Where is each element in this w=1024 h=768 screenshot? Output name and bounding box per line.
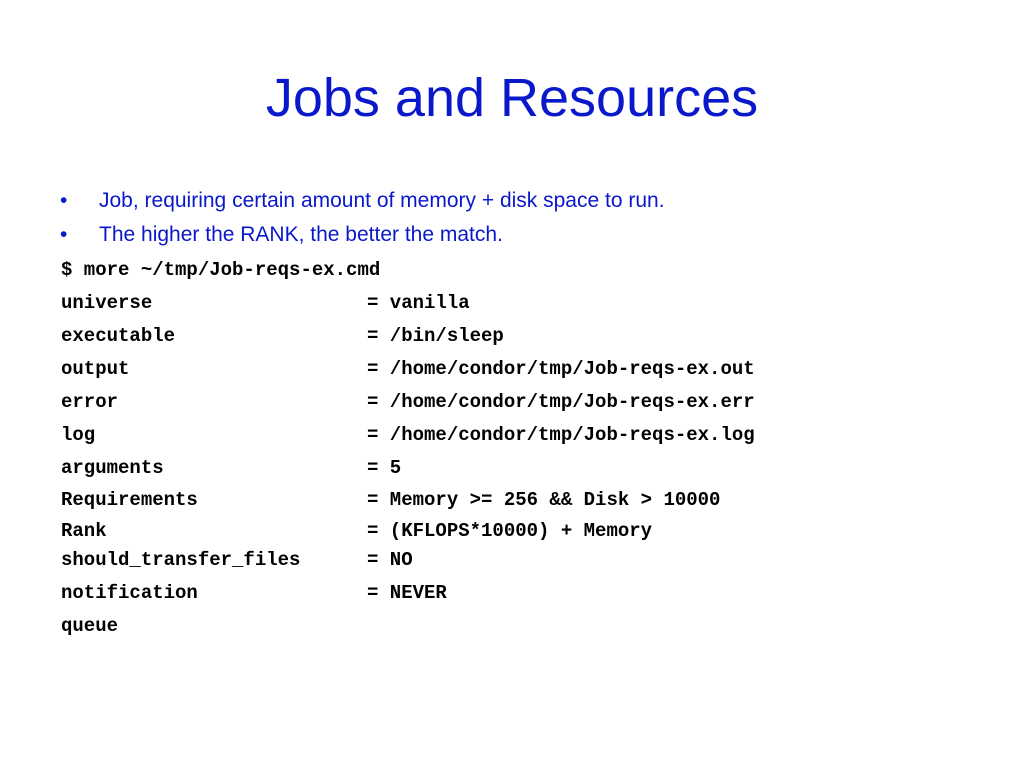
code-key: should_transfer_files <box>61 549 301 571</box>
code-key: executable <box>61 325 176 347</box>
code-key: notification <box>61 582 198 604</box>
code-key: universe <box>61 292 153 314</box>
bullet-marker: • <box>60 223 68 246</box>
code-key: Requirements <box>61 489 198 511</box>
code-key: Rank <box>61 520 107 542</box>
code-value: = /bin/sleep <box>367 325 504 347</box>
code-line-requirements <box>61 489 720 511</box>
bullet-text: The higher the RANK, the better the match. <box>99 223 503 246</box>
code-line-should-transfer-files <box>61 549 413 571</box>
code-value: = vanilla <box>367 292 470 314</box>
code-line-arguments <box>61 457 401 479</box>
slide-title: Jobs and Resources <box>265 68 759 128</box>
bullet-item <box>60 220 665 254</box>
code-key: output <box>61 358 130 380</box>
code-line-output <box>61 358 755 380</box>
code-value: = (KFLOPS*10000) + Memory <box>367 520 653 542</box>
code-key: log <box>61 424 96 446</box>
code-line-rank <box>61 520 652 542</box>
code-value: = /home/condor/tmp/Job-reqs-ex.err <box>367 391 755 413</box>
bullet-list <box>60 186 665 254</box>
code-value: = 5 <box>367 457 402 479</box>
code-key: arguments <box>61 457 164 479</box>
bullet-item <box>60 186 665 220</box>
code-line-error <box>61 391 755 413</box>
code-key: queue <box>61 615 119 637</box>
code-value: = NO <box>367 549 413 571</box>
code-value: = NEVER <box>367 582 447 604</box>
code-value: = /home/condor/tmp/Job-reqs-ex.log <box>367 424 755 446</box>
code-value: = /home/condor/tmp/Job-reqs-ex.out <box>367 358 755 380</box>
code-line-executable <box>61 325 504 347</box>
code-line-queue <box>61 615 118 637</box>
bullet-marker: • <box>60 189 68 212</box>
bullet-text: Job, requiring certain amount of memory + disk space to run. <box>99 189 665 212</box>
code-line-log <box>61 424 755 446</box>
code-value: = Memory >= 256 && Disk > 10000 <box>367 489 721 511</box>
code-key: error <box>61 391 119 413</box>
command-line: $ more ~/tmp/Job-reqs-ex.cmd <box>61 259 381 281</box>
code-line-universe <box>61 292 470 314</box>
code-line-notification <box>61 582 447 604</box>
